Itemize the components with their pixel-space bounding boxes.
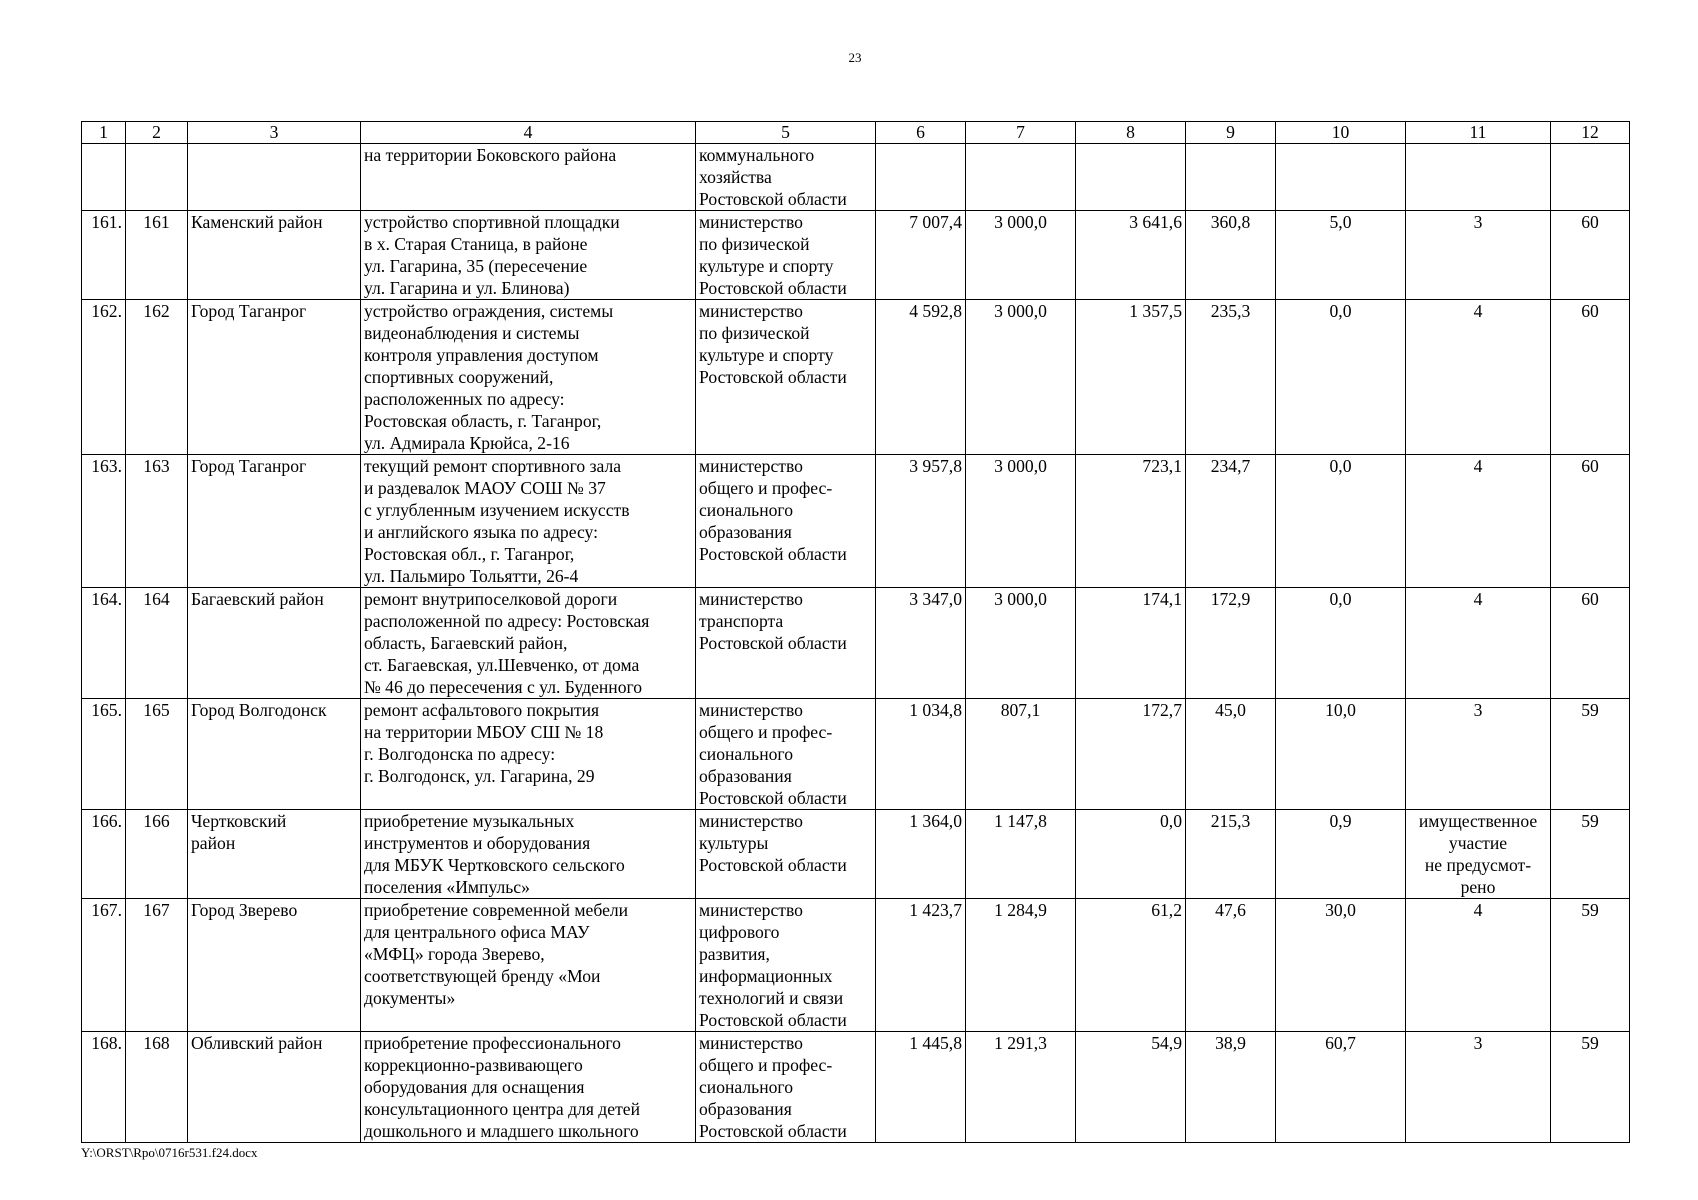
participation-cell: [1406, 144, 1551, 211]
table-row: [82, 810, 1630, 899]
column-header: 7: [966, 122, 1076, 144]
participation-cell: 4: [1406, 455, 1551, 588]
row-number: 168: [126, 1032, 188, 1143]
district-cell: Город Зверево: [188, 899, 361, 1032]
table-row: [82, 144, 1630, 211]
score-cell: 60: [1551, 455, 1630, 588]
amount-total-cell: 4 592,8: [876, 300, 966, 455]
amount-cell: 3 641,6: [1076, 211, 1186, 300]
object-description-cell: устройство ограждения, системы видеонаблюдения и системы контроля управления доступом спортивных сооружений, расположенных по адресу: Ростовская область, г. Таганрог, ул. Адмирала Крюйса, 2-16: [361, 300, 696, 455]
column-header: 2: [126, 122, 188, 144]
amount-total-cell: 1 445,8: [876, 1032, 966, 1143]
score-cell: 59: [1551, 1032, 1630, 1143]
file-path-footer: Y:\ORST\Rpo\0716r531.f24.docx: [81, 1145, 258, 1160]
district-cell: Город Волгодонск: [188, 699, 361, 810]
amount-cell: 172,9: [1186, 588, 1276, 699]
row-index: [82, 144, 126, 211]
district-cell: Город Таганрог: [188, 455, 361, 588]
amount-total-cell: 1 364,0: [876, 810, 966, 899]
amount-cell: 1 357,5: [1076, 300, 1186, 455]
amount-cell: [1076, 144, 1186, 211]
row-index: 162.: [82, 300, 126, 455]
amount-cell: 0,0: [1276, 300, 1406, 455]
amount-cell: 1 291,3: [966, 1032, 1076, 1143]
amount-cell: 0,0: [1276, 588, 1406, 699]
amount-cell: 3 000,0: [966, 455, 1076, 588]
column-header: 10: [1276, 122, 1406, 144]
column-header: 4: [361, 122, 696, 144]
column-header: 5: [696, 122, 876, 144]
amount-cell: 10,0: [1276, 699, 1406, 810]
ministry-cell: коммунального хозяйства Ростовской области: [696, 144, 876, 211]
amount-cell: 3 000,0: [966, 588, 1076, 699]
row-number: 165: [126, 699, 188, 810]
table-row: [82, 899, 1630, 1032]
ministry-cell: министерство по физической культуре и спорту Ростовской области: [696, 211, 876, 300]
district-cell: Багаевский район: [188, 588, 361, 699]
column-header: 3: [188, 122, 361, 144]
participation-cell: имущественное участие не предусмот- рено: [1406, 810, 1551, 899]
column-number-row: [82, 122, 1630, 144]
amount-cell: 360,8: [1186, 211, 1276, 300]
page-number: 23: [848, 50, 862, 65]
amount-cell: 61,2: [1076, 899, 1186, 1032]
ministry-cell: министерство общего и профес- сионального образования Ростовской области: [696, 455, 876, 588]
score-cell: 60: [1551, 211, 1630, 300]
column-header: 9: [1186, 122, 1276, 144]
table-row: [82, 1032, 1630, 1143]
district-cell: Обливский район: [188, 1032, 361, 1143]
object-description-cell: приобретение музыкальных инструментов и оборудования для МБУК Чертковского сельского поселения «Импульс»: [361, 810, 696, 899]
participation-cell: 4: [1406, 588, 1551, 699]
amount-cell: 45,0: [1186, 699, 1276, 810]
column-header: 12: [1551, 122, 1630, 144]
amount-cell: 234,7: [1186, 455, 1276, 588]
amount-total-cell: 3 347,0: [876, 588, 966, 699]
table-row: [82, 588, 1630, 699]
amount-total-cell: 3 957,8: [876, 455, 966, 588]
amount-cell: 215,3: [1186, 810, 1276, 899]
data-table: [81, 121, 1630, 1143]
table-row: [82, 699, 1630, 810]
amount-cell: 1 147,8: [966, 810, 1076, 899]
ministry-cell: министерство культуры Ростовской области: [696, 810, 876, 899]
column-header: 11: [1406, 122, 1551, 144]
score-cell: 60: [1551, 588, 1630, 699]
amount-cell: 3 000,0: [966, 300, 1076, 455]
object-description-cell: ремонт асфальтового покрытия на территории МБОУ СШ № 18 г. Волгодонска по адресу: г. Волгодонск, ул. Гагарина, 29: [361, 699, 696, 810]
row-index: 166.: [82, 810, 126, 899]
amount-cell: 0,0: [1076, 810, 1186, 899]
participation-cell: 3: [1406, 211, 1551, 300]
row-number: 162: [126, 300, 188, 455]
row-index: 164.: [82, 588, 126, 699]
district-cell: Чертковский район: [188, 810, 361, 899]
table-row: [82, 300, 1630, 455]
amount-cell: 47,6: [1186, 899, 1276, 1032]
object-description-cell: устройство спортивной площадки в х. Старая Станица, в районе ул. Гагарина, 35 (пересечение ул. Гагарина и ул. Блинова): [361, 211, 696, 300]
participation-cell: 3: [1406, 1032, 1551, 1143]
score-cell: 59: [1551, 899, 1630, 1032]
row-number: 164: [126, 588, 188, 699]
amount-cell: 174,1: [1076, 588, 1186, 699]
amount-cell: [1276, 144, 1406, 211]
amount-cell: 807,1: [966, 699, 1076, 810]
amount-cell: 1 284,9: [966, 899, 1076, 1032]
amount-cell: 723,1: [1076, 455, 1186, 588]
column-header: 6: [876, 122, 966, 144]
district-cell: Город Таганрог: [188, 300, 361, 455]
amount-cell: 0,9: [1276, 810, 1406, 899]
ministry-cell: министерство транспорта Ростовской области: [696, 588, 876, 699]
district-cell: Каменский район: [188, 211, 361, 300]
object-description-cell: приобретение профессионального коррекционно-развивающего оборудования для оснащения консультационного центра для детей дошкольного и младшего школьного: [361, 1032, 696, 1143]
amount-cell: 235,3: [1186, 300, 1276, 455]
ministry-cell: министерство общего и профес- сионального образования Ростовской области: [696, 1032, 876, 1143]
row-index: 168.: [82, 1032, 126, 1143]
participation-cell: 4: [1406, 300, 1551, 455]
row-number: [126, 144, 188, 211]
object-description-cell: приобретение современной мебели для центрального офиса МАУ «МФЦ» города Зверево, соответствующей бренду «Мои документы»: [361, 899, 696, 1032]
amount-cell: [1186, 144, 1276, 211]
score-cell: 59: [1551, 810, 1630, 899]
column-header: 1: [82, 122, 126, 144]
column-header: 8: [1076, 122, 1186, 144]
participation-cell: 4: [1406, 899, 1551, 1032]
ministry-cell: министерство по физической культуре и спорту Ростовской области: [696, 300, 876, 455]
object-description-cell: на территории Боковского района: [361, 144, 696, 211]
row-number: 167: [126, 899, 188, 1032]
amount-total-cell: 1 423,7: [876, 899, 966, 1032]
row-number: 166: [126, 810, 188, 899]
object-description-cell: текущий ремонт спортивного зала и раздевалок МАОУ СОШ № 37 с углубленным изучением искусств и английского языка по адресу: Ростовская обл., г. Таганрог, ул. Пальмиро Тольятти, 26-4: [361, 455, 696, 588]
amount-total-cell: [876, 144, 966, 211]
object-description-cell: ремонт внутрипоселковой дороги расположенной по адресу: Ростовская область, Багаевский район, ст. Багаевская, ул.Шевченко, от дома № 46 до пересечения с ул. Буденного: [361, 588, 696, 699]
row-index: 167.: [82, 899, 126, 1032]
amount-cell: [966, 144, 1076, 211]
participation-cell: 3: [1406, 699, 1551, 810]
table-row: [82, 211, 1630, 300]
row-number: 161: [126, 211, 188, 300]
district-cell: [188, 144, 361, 211]
score-cell: 59: [1551, 699, 1630, 810]
amount-total-cell: 7 007,4: [876, 211, 966, 300]
row-index: 165.: [82, 699, 126, 810]
amount-cell: 3 000,0: [966, 211, 1076, 300]
amount-cell: 38,9: [1186, 1032, 1276, 1143]
amount-cell: 0,0: [1276, 455, 1406, 588]
row-index: 161.: [82, 211, 126, 300]
score-cell: 60: [1551, 300, 1630, 455]
amount-cell: 30,0: [1276, 899, 1406, 1032]
amount-cell: 60,7: [1276, 1032, 1406, 1143]
amount-cell: 54,9: [1076, 1032, 1186, 1143]
score-cell: [1551, 144, 1630, 211]
amount-cell: 5,0: [1276, 211, 1406, 300]
amount-total-cell: 1 034,8: [876, 699, 966, 810]
table-row: [82, 455, 1630, 588]
amount-cell: 172,7: [1076, 699, 1186, 810]
ministry-cell: министерство общего и профес- сионального образования Ростовской области: [696, 699, 876, 810]
row-number: 163: [126, 455, 188, 588]
row-index: 163.: [82, 455, 126, 588]
ministry-cell: министерство цифрового развития, информационных технологий и связи Ростовской области: [696, 899, 876, 1032]
